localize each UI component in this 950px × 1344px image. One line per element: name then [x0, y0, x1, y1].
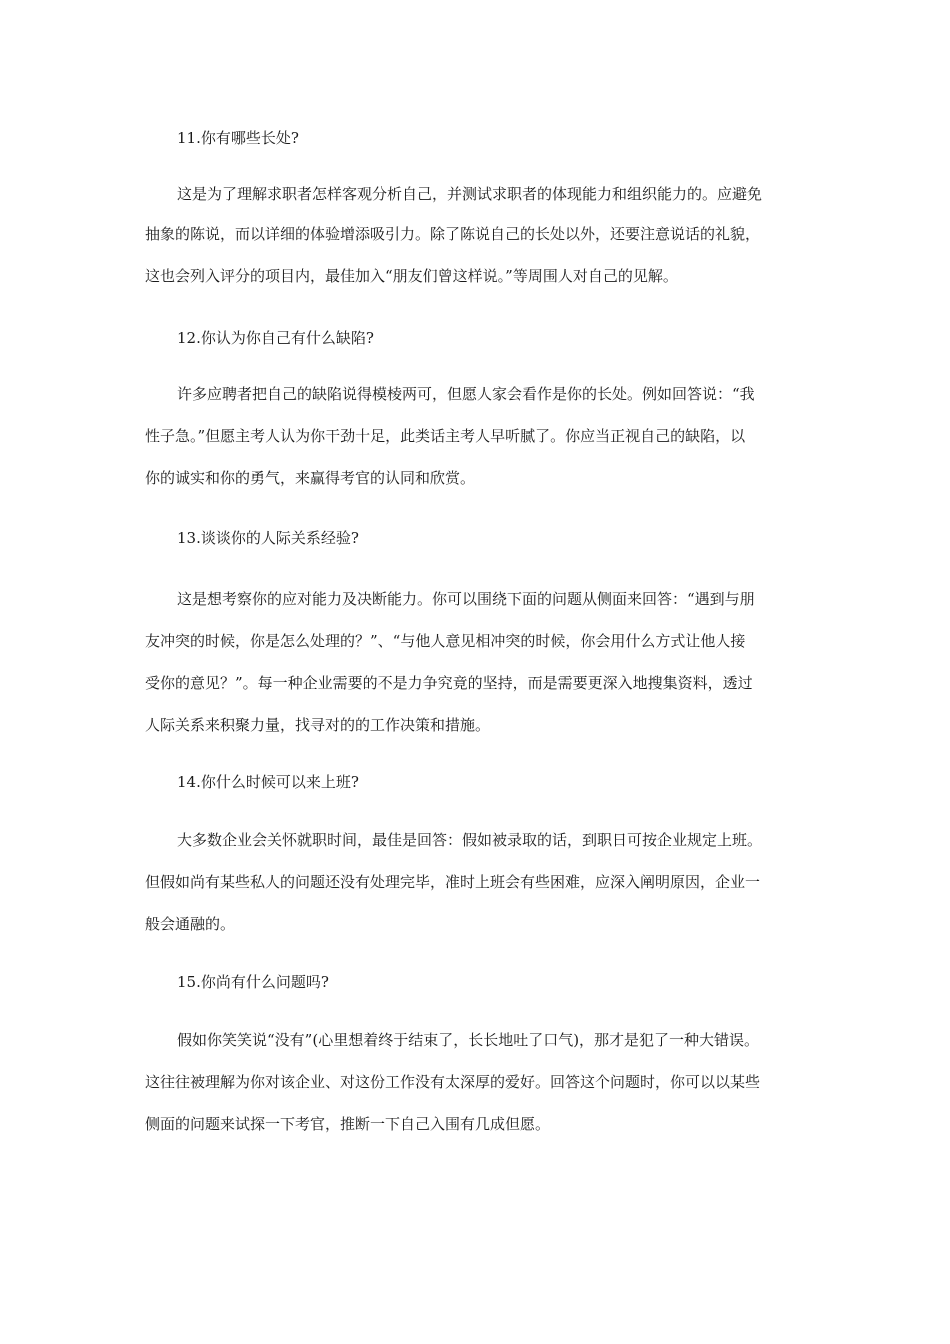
answer-paragraph-12 — [145, 384, 815, 488]
answer-paragraph-13 — [145, 589, 815, 735]
answer-line: 这往往被理解为你对该企业、对这份工作没有太深厚的爱好。回答这个问题时，你可以以某些 — [145, 1073, 761, 1091]
question-heading-15: 15.你尚有什么问题吗? — [177, 973, 329, 991]
answer-line: 你的诚实和你的勇气，来赢得考官的认同和欣赏。 — [145, 469, 476, 487]
answer-paragraph-11 — [145, 184, 815, 286]
answer-line: 这是想考察你的应对能力及决断能力。你可以围绕下面的问题从侧面来回答：“遇到与朋 — [177, 590, 755, 608]
question-heading-11: 11.你有哪些长处? — [177, 129, 299, 147]
answer-line: 人际关系来积聚力量，找寻对的的工作决策和措施。 — [145, 716, 491, 734]
answer-paragraph-14 — [145, 830, 815, 934]
question-heading-13: 13.谈谈你的人际关系经验? — [177, 529, 359, 547]
answer-line: 许多应聘者把自己的缺陷说得模棱两可，但愿人家会看作是你的长处。例如回答说：“我 — [177, 385, 755, 403]
answer-line: 假如你笑笑说“没有”(心里想着终于结束了，长长地吐了口气)，那才是犯了一种大错误。 — [177, 1031, 760, 1049]
question-heading-12: 12.你认为你自己有什么缺陷? — [177, 329, 374, 347]
question-heading-14: 14.你什么时候可以来上班? — [177, 773, 359, 791]
answer-line: 但假如尚有某些私人的问题还没有处理完毕，准时上班会有些困难，应深入阐明原因，企业一 — [145, 873, 761, 891]
answer-line: 抽象的陈说，而以详细的体验增添吸引力。除了陈说自己的长处以外，还要注意说话的礼貌， — [145, 225, 761, 243]
answer-line: 般会通融的。 — [145, 915, 236, 933]
answer-paragraph-15 — [145, 1030, 815, 1134]
answer-line: 大多数企业会关怀就职时间，最佳是回答：假如被录取的话，到职日可按企业规定上班。 — [177, 831, 763, 849]
answer-line: 性子急。”但愿主考人认为你干劲十足，此类话主考人早听腻了。你应当正视自己的缺陷，以 — [145, 427, 746, 445]
answer-line: 侧面的问题来试探一下考官，推断一下自己入围有几成但愿。 — [145, 1115, 551, 1133]
answer-line: 友冲突的时候，你是怎么处理的？”、“与他人意见相冲突的时候，你会用什么方式让他人接 — [145, 632, 746, 650]
answer-line: 这也会列入评分的项目内，最佳加入“朋友们曾这样说。”等周围人对自己的见解。 — [145, 267, 678, 285]
answer-line: 这是为了理解求职者怎样客观分析自己，并测试求职者的体现能力和组织能力的。应避免 — [177, 185, 763, 203]
answer-line: 受你的意见？”。每一种企业需要的不是力争究竟的坚持，而是需要更深入地搜集资料，透过 — [145, 674, 753, 692]
